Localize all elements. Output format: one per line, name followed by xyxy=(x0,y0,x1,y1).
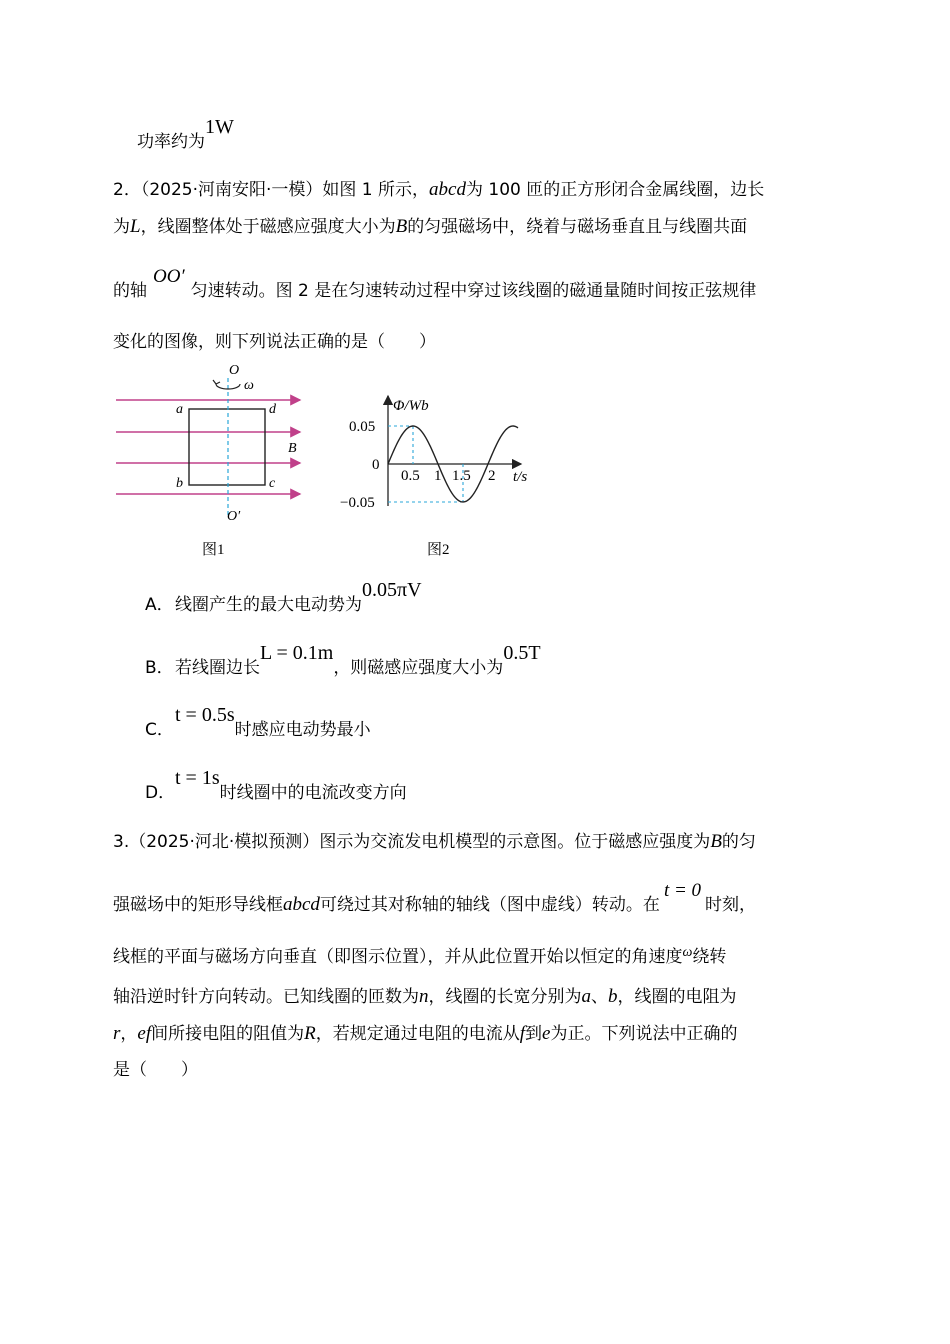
option-text: 时感应电动势最小 xyxy=(234,720,371,740)
option-letter: B． xyxy=(145,658,174,678)
q2-text: ，线圈整体处于磁感应强度大小为 xyxy=(140,217,396,237)
y-tick: −0.05 xyxy=(340,495,375,511)
label-O: O xyxy=(229,363,240,378)
q2-option-b[interactable] xyxy=(145,642,541,680)
prev-tail-text: 功率约为 xyxy=(137,132,205,152)
label-a: a xyxy=(176,402,183,417)
figure-1-caption: 图1 xyxy=(202,542,225,558)
q2-line-3 xyxy=(113,266,757,303)
option-text: 若线圈边长 xyxy=(175,658,260,678)
q2-axis-oo: OO′ xyxy=(153,266,185,287)
figure-2-caption: 图2 xyxy=(427,542,450,558)
x-tick: 1.5 xyxy=(452,468,471,484)
q2-option-d[interactable] xyxy=(145,767,407,805)
x-tick: 0.5 xyxy=(401,468,420,484)
q3-var: R xyxy=(304,1023,316,1044)
y-axis-label: Φ/Wb xyxy=(393,398,429,414)
q3-text: 间所接电阻的阻值为 xyxy=(151,1024,305,1044)
q3-text: ， xyxy=(120,1024,138,1044)
q3-text: 、 xyxy=(591,987,608,1007)
q3-line-4 xyxy=(113,985,737,1009)
q2-text: 的轴 xyxy=(113,281,147,301)
q3-text: 轴沿逆时针方向转动。已知线圈的匝数为 xyxy=(113,987,419,1007)
q3-var: ef xyxy=(137,1023,152,1044)
q3-text: 线框的平面与磁场方向垂直（即图示位置），并从此位置开始以恒定的角速度 xyxy=(113,947,683,967)
q3-line-1 xyxy=(113,830,756,854)
q2-var-L: L xyxy=(130,216,141,237)
q3-text: 是（ ） xyxy=(113,1060,198,1080)
q2-source: （2025·河南安阳·一模） xyxy=(140,180,323,200)
prev-tail-math: 1W xyxy=(205,116,234,138)
label-Oprime: O′ xyxy=(227,509,241,524)
option-letter: A． xyxy=(145,595,174,615)
label-b: b xyxy=(176,476,183,491)
q3-text: ，若规定通过电阻的电流从 xyxy=(315,1024,520,1044)
q3-text: 的匀 xyxy=(721,832,756,852)
q3-var: a xyxy=(581,986,591,1007)
q2-text: 为 xyxy=(113,217,130,237)
option-math: 0.5T xyxy=(503,642,541,664)
q3-var: b xyxy=(608,986,618,1007)
option-text: 线圈产生的最大电动势为 xyxy=(175,595,362,615)
q2-var-B: B xyxy=(395,216,408,237)
option-math: t = 1s xyxy=(175,767,220,789)
option-math: L = 0.1m xyxy=(260,642,334,664)
option-text: 时线圈中的电流改变方向 xyxy=(219,783,407,803)
q3-var: n xyxy=(419,986,429,1007)
q3-var: r xyxy=(113,1023,121,1044)
q3-var: ω xyxy=(682,945,693,960)
x-tick: 2 xyxy=(488,468,496,484)
option-math: 0.05πV xyxy=(362,579,422,601)
option-letter: D． xyxy=(145,783,176,803)
q3-text: 绕转 xyxy=(692,947,727,967)
y-tick: 0 xyxy=(372,457,380,473)
q3-math: t = 0 xyxy=(663,880,702,901)
q2-line-4 xyxy=(113,330,436,354)
q3-var: f xyxy=(519,1023,526,1044)
coil-square xyxy=(189,409,265,485)
x-axis-label: t/s xyxy=(513,469,528,485)
q2-option-a[interactable] xyxy=(145,579,422,617)
q3-text: ，线圈的电阻为 xyxy=(617,987,737,1007)
q2-line-1 xyxy=(113,178,764,202)
q3-line-6 xyxy=(113,1058,198,1082)
option-text: ，则磁感应强度大小为 xyxy=(333,658,504,678)
q3-text: 时刻， xyxy=(705,895,757,915)
q2-text: 的匀强磁场中，绕着与磁场垂直且与线圈共面 xyxy=(407,217,748,237)
q3-number: 3. xyxy=(113,832,130,852)
option-math: t = 0.5s xyxy=(175,704,235,726)
q2-text: 匀速转动。图 2 是在匀速转动过程中穿过该线圈的磁通量随时间按正弦规律 xyxy=(190,281,757,301)
q2-line-2 xyxy=(113,215,747,239)
label-B: B xyxy=(288,441,297,456)
q3-text: 为正。下列说法中正确的 xyxy=(550,1024,738,1044)
x-tick: 1 xyxy=(434,468,442,484)
q3-text: 到 xyxy=(525,1024,543,1044)
q3-text: 图示为交流发电机模型的示意图。位于磁感应强度为 xyxy=(319,832,711,852)
q3-var: e xyxy=(542,1023,551,1044)
y-tick: 0.05 xyxy=(349,419,376,435)
q3-line-3 xyxy=(113,945,726,971)
q3-line-5 xyxy=(113,1022,737,1046)
label-omega: ω xyxy=(244,378,254,393)
q2-number: 2． xyxy=(113,180,141,200)
q3-source: （2025·河北·模拟预测） xyxy=(129,832,320,852)
q3-var: B xyxy=(710,831,722,852)
q3-var: abcd xyxy=(283,894,320,915)
q3-text: 强磁场中的矩形导线框 xyxy=(113,895,283,915)
figure-1 xyxy=(112,360,312,560)
option-letter: C． xyxy=(145,720,174,740)
q2-option-c[interactable] xyxy=(145,704,371,742)
q3-text: ，线圈的长宽分别为 xyxy=(428,987,582,1007)
label-d: d xyxy=(269,402,276,417)
figure-2 xyxy=(335,388,540,560)
q3-line-2 xyxy=(113,880,757,917)
label-c: c xyxy=(269,476,276,491)
q3-text: 可绕过其对称轴的轴线（图中虚线）转动。在 xyxy=(319,895,660,915)
q2-text: 变化的图像，则下列说法正确的是（ ） xyxy=(113,332,436,352)
q2-text: 为 100 匝的正方形闭合金属线圈，边长 xyxy=(465,180,765,200)
prev-answer-tail xyxy=(137,116,234,154)
q2-text: 如图 1 所示， xyxy=(322,180,430,200)
q2-abcd: abcd xyxy=(429,179,466,200)
